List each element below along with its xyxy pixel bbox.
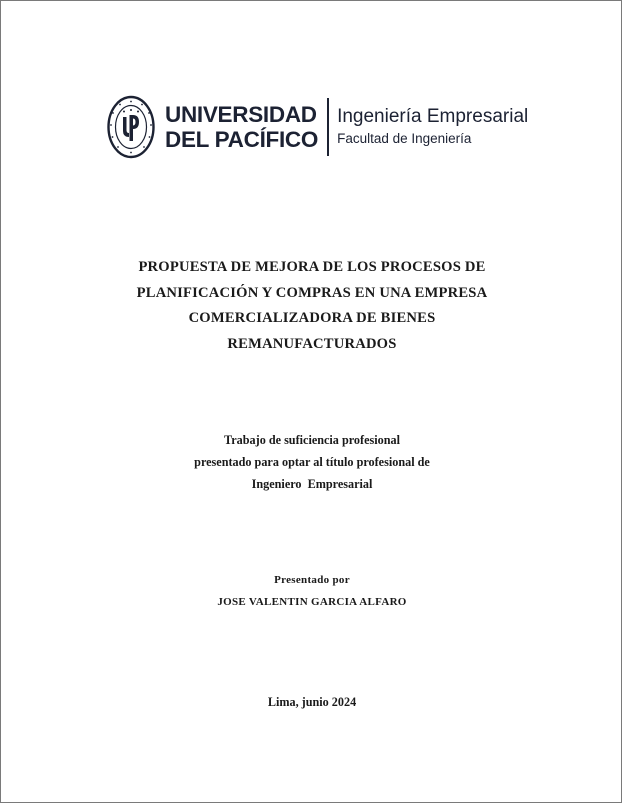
thesis-title-line: PROPUESTA DE MEJORA DE LOS PROCESOS DE [138,259,486,275]
author-name: JOSE VALENTIN GARCIA ALFARO [217,596,407,608]
university-name [165,102,318,152]
thesis-title [61,255,563,357]
thesis-title-line: PLANIFICACIÓN Y COMPRAS EN UNA EMPRESA [136,284,488,301]
thesis-title-line: COMERCIALIZADORA DE BIENES [188,310,436,326]
university-name-line2: DEL PACÍFICO [165,127,319,152]
program-name: Ingeniería Empresarial [337,106,529,127]
university-seal-icon [107,95,155,159]
faculty-name: Facultad de Ingeniería [337,131,472,146]
university-logo [107,93,528,161]
place-and-date: Lima, junio 2024 [267,695,357,709]
degree-statement-line: presentado para optar al título profesional de [194,455,430,469]
university-name-line1: UNIVERSIDAD [165,102,317,127]
presented-by-label: Presentado por [274,574,350,586]
faculty-block [337,105,528,149]
degree-statement-line: Trabajo de suficiencia profesional [224,433,400,447]
thesis-title-line: REMANUFACTURADOS [227,335,397,352]
degree-statement-line: Ingeniero Empresarial [251,477,373,491]
author-block [61,569,563,613]
logo-divider [327,98,329,156]
degree-statement [61,429,563,495]
